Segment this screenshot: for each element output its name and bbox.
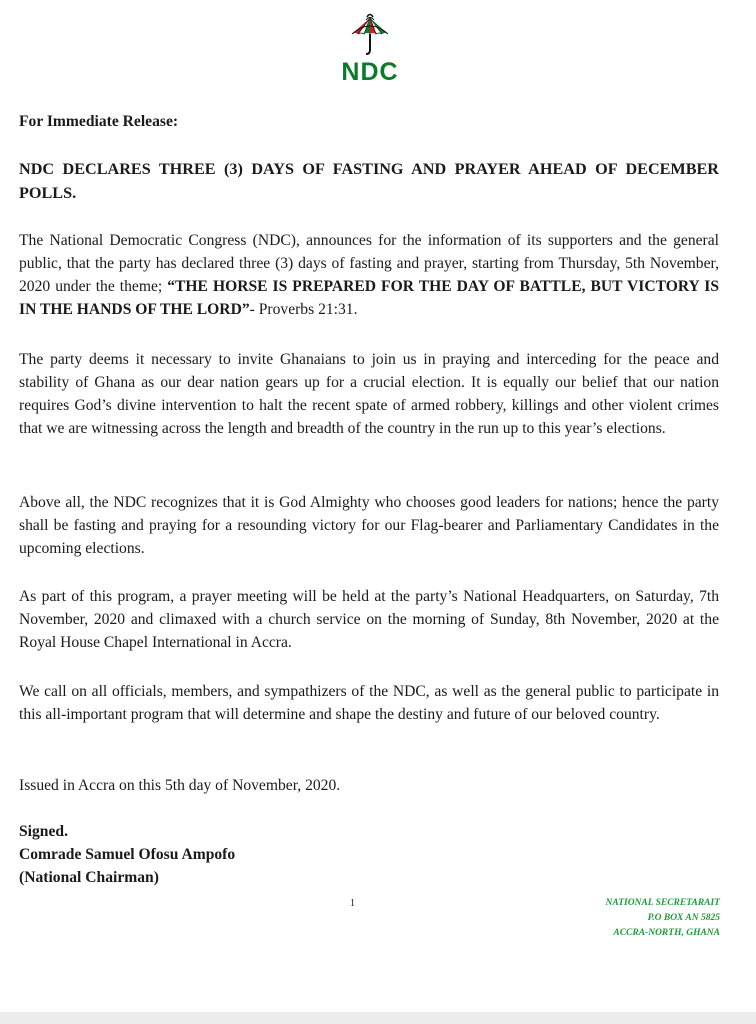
paragraph-invitation: The party deems it necessary to invite Ghanaians to join us in praying and interceding for the peace and stability of Ghana as our dear nation gears up for a crucial election. It is equally our belief that our nation requires God’s divine intervention to halt the recent spate of armed robbery, killings and other violent crimes that we are witnessing across the length and breadth of the country in the run up to this year’s elections.: [19, 351, 719, 437]
ndc-logo: [330, 10, 410, 88]
page-number: 1: [350, 898, 355, 909]
paragraph-announcement: [19, 229, 719, 321]
secretariat-line-3: ACCRA-NORTH, GHANA: [613, 928, 720, 938]
signed-label: Signed.: [19, 823, 68, 840]
umbrella-icon: [350, 10, 390, 56]
announcement-intro: The National Democratic Congress (NDC), announces for the information of its supporters and the general public, that the party has declared three (3) days of fasting and prayer, starting from Thursday, 5th November, 2020 under the theme;: [19, 232, 719, 295]
bottom-margin-strip: [0, 1012, 756, 1024]
headline: NDC DECLARES THREE (3) DAYS OF FASTING AND PRAYER AHEAD OF DECEMBER POLLS.: [19, 160, 719, 202]
paragraph-program: As part of this program, a prayer meeting will be held at the party’s National Headquarters, on Saturday, 7th November, 2020 and climaxed with a church service on the morning of Sunday, 8th November, 2020 at the Royal House Chapel International in Accra.: [19, 588, 719, 651]
logo-text: NDC: [341, 58, 399, 86]
bible-reference: - Proverbs 21:31.: [249, 301, 358, 318]
secretariat-line-2: P.O BOX AN 5825: [647, 913, 720, 923]
secretariat-line-1: NATIONAL SECRETARAIT: [605, 898, 720, 908]
secretariat-address: [606, 896, 720, 941]
signatory-title: (National Chairman): [19, 869, 159, 886]
signature-block: [19, 820, 719, 889]
issued-line: Issued in Accra on this 5th day of November, 2020.: [19, 777, 341, 794]
release-label: For Immediate Release:: [19, 113, 179, 130]
signatory-name: Comrade Samuel Ofosu Ampofo: [19, 846, 236, 863]
paragraph-call: We call on all officials, members, and sympathizers of the NDC, as well as the general public to participate in this all-important program that will determine and shape the destiny and future of our beloved country.: [19, 683, 719, 723]
paragraph-leaders: Above all, the NDC recognizes that it is God Almighty who chooses good leaders for nations; hence the party shall be fasting and praying for a resounding victory for our Flag-bearer and Parliamentary Candidates in the upcoming elections.: [19, 494, 719, 557]
theme-quote: “THE HORSE IS PREPARED FOR THE DAY OF BATTLE, BUT VICTORY IS IN THE HANDS OF THE LORD”: [19, 278, 719, 318]
